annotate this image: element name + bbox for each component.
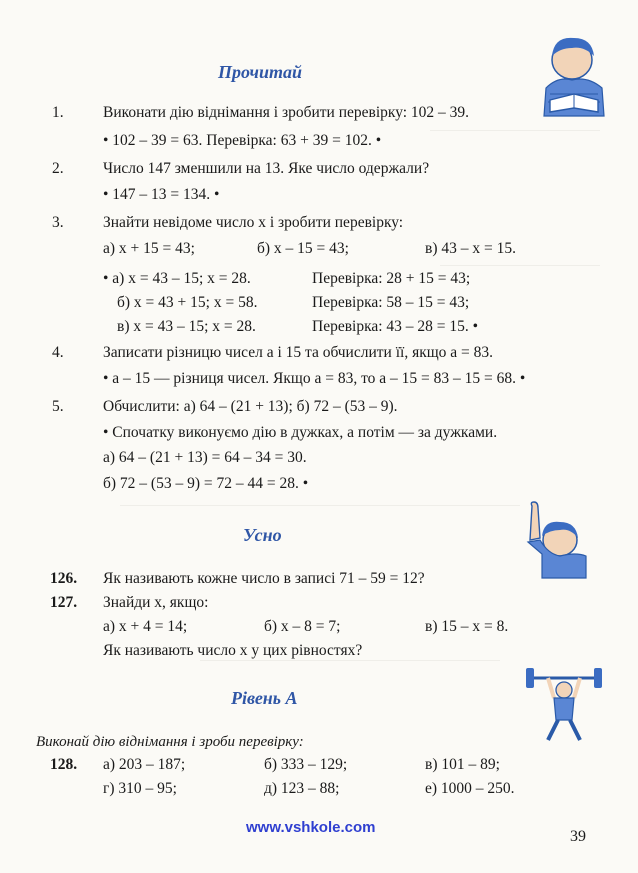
exercise-5-question: Обчислити: а) 64 – (21 + 13); б) 72 – (53 – 9). [103, 398, 398, 415]
exercise-3-option-a: а) x + 15 = 43; [103, 240, 195, 257]
exercise-128-option-d: г) 310 – 95; [103, 780, 177, 797]
exercise-5-note: • Спочатку виконуємо дію в дужках, а потім — за дужками. [103, 424, 498, 441]
exercise-1-question: Виконати дію віднімання і зробити перевірку: 102 – 39. [103, 104, 470, 121]
exercise-1-answer: • 102 – 39 = 63. Перевірка: 63 + 39 = 102. • [103, 132, 382, 149]
exercise-2-question: Число 147 зменшили на 13. Яке число одержали? [103, 160, 430, 177]
exercise-127-option-c: в) 15 – x = 8. [425, 618, 509, 635]
exercise-126-number: 126. [50, 570, 78, 587]
task-instruction: Виконай дію віднімання і зроби перевірку: [36, 734, 304, 750]
exercise-128-number: 128. [50, 756, 78, 773]
exercise-5-line-b: б) 72 – (53 – 9) = 72 – 44 = 28. • [103, 475, 309, 492]
exercise-127-option-b: б) x – 8 = 7; [264, 618, 341, 635]
page-number: 39 [570, 828, 586, 845]
exercise-127-option-a: а) x + 4 = 14; [103, 618, 188, 635]
footer-link[interactable]: www.vshkole.com [246, 819, 376, 836]
exercise-2-answer: • 147 – 13 = 134. • [103, 186, 220, 203]
exercise-126-question: Як називають кожне число в записі 71 – 59 = 12? [103, 570, 425, 587]
exercise-127-question: Знайди x, якщо: [103, 594, 209, 611]
exercise-5-line-a: а) 64 – (21 + 13) = 64 – 34 = 30. [103, 449, 307, 466]
reading-boy-icon [538, 30, 610, 118]
exercise-3-question: Знайти невідоме число x і зробити перевірку: [103, 214, 404, 231]
exercise-3-option-b: б) x – 15 = 43; [257, 240, 349, 257]
weightlifter-icon [524, 662, 604, 744]
section-header-oral: Усно [243, 525, 282, 545]
exercise-127-number: 127. [50, 594, 78, 611]
exercise-3-check-c: Перевірка: 43 – 28 = 15. • [312, 318, 479, 335]
exercise-4-answer: • a – 15 — різниця чисел. Якщо a = 83, то a – 15 = 83 – 15 = 68. • [103, 370, 526, 387]
exercise-4-question: Записати різницю чисел a і 15 та обчислити її, якщо a = 83. [103, 344, 494, 361]
exercise-3-check-a: Перевірка: 28 + 15 = 43; [312, 270, 471, 287]
exercise-5-number: 5. [52, 398, 64, 415]
exercise-128-option-a: а) 203 – 187; [103, 756, 186, 773]
exercise-4-number: 4. [52, 344, 64, 361]
section-header-read: Прочитай [218, 62, 303, 82]
exercise-127-question-2: Як називають число x у цих рівностях? [103, 642, 363, 659]
exercise-3-number: 3. [52, 214, 64, 231]
section-header-level: Рівень А [231, 688, 298, 708]
exercise-3-check-b: Перевірка: 58 – 15 = 43; [312, 294, 470, 311]
exercise-3-option-c: в) 43 – x = 15. [425, 240, 516, 257]
exercise-128-option-b: б) 333 – 129; [264, 756, 348, 773]
exercise-3-solution-b: б) x = 43 + 15; x = 58. [117, 294, 258, 311]
exercise-3-solution-a: • а) x = 43 – 15; x = 28. [103, 270, 251, 287]
exercise-128-option-f: е) 1000 – 250. [425, 780, 515, 797]
exercise-128-option-e: д) 123 – 88; [264, 780, 340, 797]
exercise-1-number: 1. [52, 104, 64, 121]
exercise-2-number: 2. [52, 160, 64, 177]
exercise-3-solution-c: в) x = 43 – 15; x = 28. [117, 318, 256, 335]
raising-hand-boy-icon [520, 500, 590, 580]
exercise-128-option-c: в) 101 – 89; [425, 756, 500, 773]
